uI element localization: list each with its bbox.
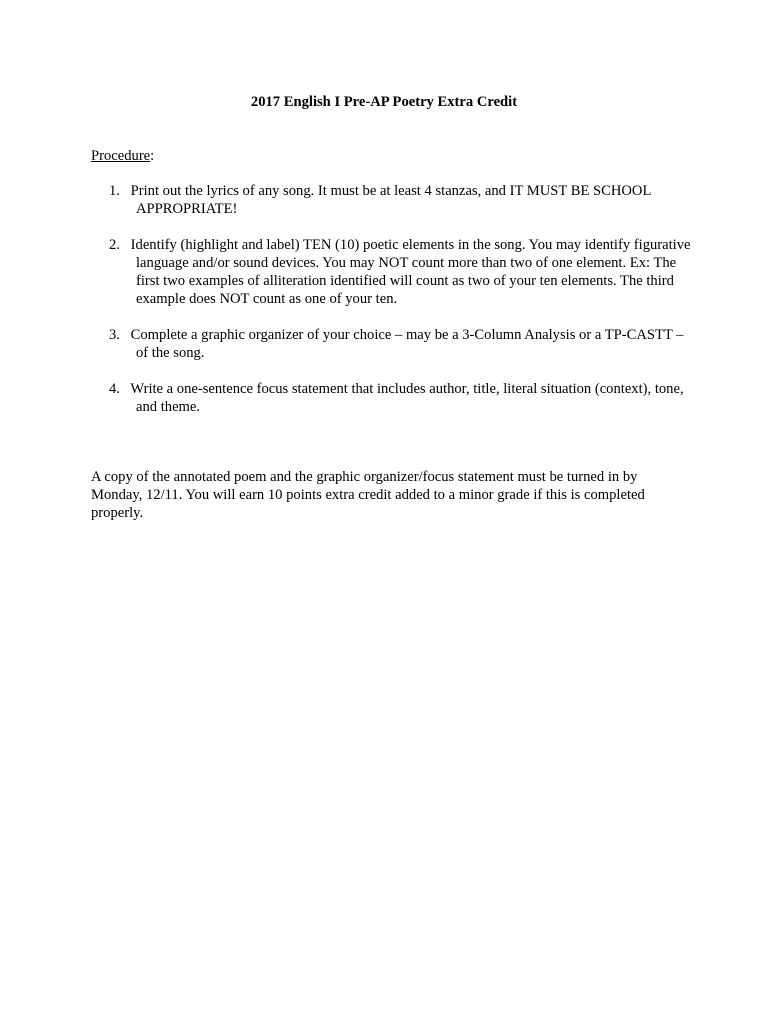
closing-paragraph: A copy of the annotated poem and the graphic organizer/focus statement must be turned in by Monday, 12/11. You will earn 10 points extra credit added to a minor grade if this is completed properly.	[91, 469, 645, 521]
procedure-steps	[91, 182, 691, 434]
procedure-step-4	[91, 380, 691, 416]
step-number: 3.	[109, 327, 120, 343]
procedure-step-1	[91, 182, 691, 218]
procedure-colon: :	[150, 148, 155, 164]
step-number: 2.	[109, 237, 120, 253]
document-title: 2017 English I Pre-AP Poetry Extra Credit	[250, 94, 518, 110]
step-text: Write a one-sentence focus statement that includes author, title, literal situation (context), tone, and theme.	[130, 381, 684, 415]
procedure-label: Procedure	[91, 148, 151, 164]
step-text: Identify (highlight and label) TEN (10) poetic elements in the song. You may identify figurative language and/or sound devices. You may NOT count more than two of one element. Ex: The first two examples of alliteration identified will count as two of your ten elements. The third example does NOT count as one of your ten.	[130, 237, 691, 307]
step-number: 4.	[109, 381, 120, 397]
procedure-step-3	[91, 326, 691, 362]
step-text: Print out the lyrics of any song. It must be at least 4 stanzas, and IT MUST BE SCHOOL APPROPRIATE!	[130, 183, 651, 217]
step-text: Complete a graphic organizer of your choice – may be a 3-Column Analysis or a TP-CASTT – of the song.	[130, 327, 684, 361]
procedure-step-2	[91, 236, 691, 308]
procedure-heading	[91, 147, 154, 165]
step-number: 1.	[109, 183, 120, 199]
